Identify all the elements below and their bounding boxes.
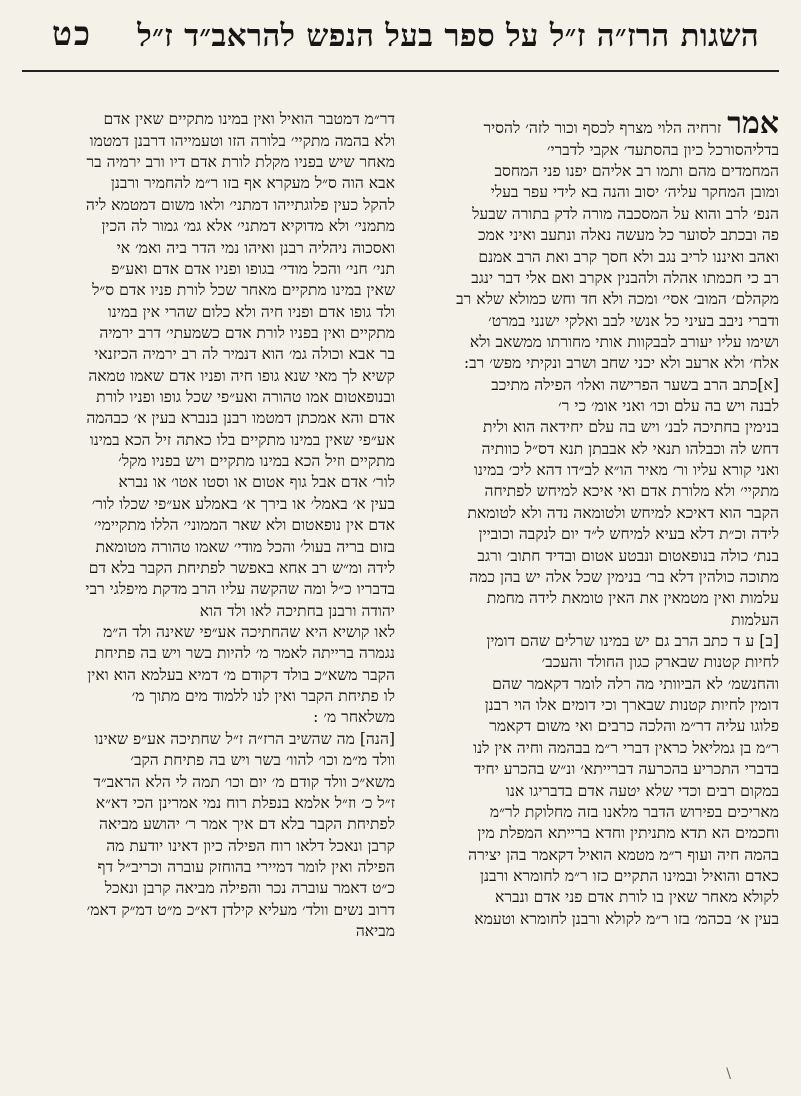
right-column-body: זרחיה הלוי מצרף לכסף וכור לזה׳ להסיר בדליהסורכל כיון בהסתעד׳ אקבי לדברי׳ המחמדים מהם ותמו רב אליהם יפנו פני המחסב ומובן המחקר עליה׳ יסוב והנה בא לידי עפר בעלי הנפ׳ לרב והוא על המסכבה מורה לדק בתורה שבעל פה ובכתב לסוער כל מעשה נאלה ונתעב ואיני אמכ ואהב ואיננו לריב נגב ולא חסך קרב ואת הרב אמנם רב כי חכמתו אהלה ולהבנין אקרב ואם אלי דבר ינגב מקהלם׳ המוב׳ אסי׳ ומכה ולא חד וחש כמולא שלא רב ודברי ניבב בעיני כל אנשי לבב ואלקי ישנני במרט׳ ושימו עליו יעורב לבבקוות אותי מחורתו ממשאב ולא אלח׳ ולא ארעב ולא יכני שחב ושרב ונקיתי מפש׳ רב: [א]כתב הרב בשער הפרישה ואלו׳ הפילה מתיכב לבנה ויש בה עלם וכו׳ ואני אומ׳ כי ר׳ בנימין בחתיכה לבנ׳ ויש בה עלם יחידאה הוא ולית דחש לה וכבלהו תנאי לא אבבתן תנא דס״ל כוותיה ואני קורא עליו ור׳ מאיר הו״א לב״דו דהא ליכ׳ במינו מתקיי׳ ולא מלורת אדם ואי איכא למיחש לפתיחה הקבר הוא דאיכא למיחש ולטומאה נדה ולא לטומאת לידה וכ״ת דלא בעיא למיחש ל״ד יום לנקבה וכוביין בנת׳ כולה בנופאטום ונבטע אטום ובדיד חתוב׳ ורגב מתוכה כולהין דלא בר׳ בנימין שכל אלה יש בהן כמה עלמות ואין מטמאין את האין טומאת לידה מחמת העלמות [ב] ע ד כתב הרב גם יש במינו שרלים שהם דומין לחיות קטנות שבארק כגון החולד והעכב׳ והחנשמ׳ לא הביוותי מה רלה לומר דקאמר שהם דומין לחיות קטנות שבארך וכי דומים אלו הוי רבנן פלוגו עליה דר״מ והלכה כרבים ואי משום דקאמר ר״מ בן גמליאל כראין דברי ר״מ בבהמה וחיה אין לנו בדברי התכריע בהכרעה דברייתא׳ ונ״ש בהכרע יחיד במקום רבים וכדי שלא יטעה אדם בדבריגו אנו מאריכים בפירוש הדבר מלאנו בזה מחלוקת לר״מ וחכמים הא תדא מתניתין וחדא ברייתא המפלת מין בהמה חיה ועוף ר״מ מטמא הואיל דקאמר בהן יצירה כאדם והואיל ובמינו התקיים כזו ר״מ לחומרא ורבנן לקולא מאחר שאין בו לורת אדם פני אדם ונברא בעין א׳ בכהמ׳ בזו ר״מ לקולא ורבנן לחומרא וטעמא [456,119,779,928]
page-number: כט [52,14,93,53]
right-column-text [406,106,779,930]
footer-tick: \ [726,1066,731,1082]
left-column [22,88,395,1054]
running-title: השגות הרז״ה ז״ל על ספר בעל הנפש להראב״ד ז״ל [137,18,759,54]
opening-word: אמר [727,106,779,142]
page-header [24,10,777,62]
left-column-text: דר״מ דמטבר הואיל ואין במינו מתקיים שאין אדם ולא בהמה מתקיי׳ בלורה הזו וטעמייהו דרבנן דמטמו מאחר שיש בפניו מקלת לורת אדם דיו ורב ירמיה בר אבא הוה ס״ל מעקרא אף בזו ר״מ להחמיר ורבנן להקל כעין פלוגתייהו דמתני׳ ולאו משום דמטמא ליה מתמני׳ ולא מדוקיא דמתני׳ אלא גמ׳ גמור לה הכין ואסכוה ניהליה רבנן ואיהו נמי הדר ביה ואמ׳ אי תני׳ חני׳ והכל מודי׳ בגופו ופניו אדם אדם ואע״פ שאין במינו מתקיים מאחר שכל לורת פניו אדם ס״ל ולד גופו אדם ופניו חיה ולא כלום שהרי אין במינו מתקיים ואין בפניו לורת אדם כשמעתי׳ דרב ירמיה בר אבא וכולה גמ׳ הוא דנמיר לה רב ירמיה הכיזנאי קשיא לך מאי שנא גופו חיה ופניו אדם שאמו טמאה ובנופאטום אמו טהורה ואע״פי שכל גופו ופניו לורת אדם והא אמכתן דמטמו רבנן בנברא בעין א׳ כבהמה אע״פי שאין במינו מתקיים בלו כאתה זיל הכא במינו מתקיים וזיל הכא במינו מתקיים ויש בפניו מקל׳ לור׳ אדם אבל גוף אטום או וסטו אטו׳ או נברא בעין א׳ באמל׳ או בירך א׳ באמלע אע״פי שכלו לור׳ אדם אין נופאטום ולא שאר הממוני׳ הללו מתקיימי׳ בזום בריה בעול׳ והכל מודי׳ שאמו טהורה מטומאת לידה ומ״ש רב אחא באפשר לפתיחת הקבר בלא דם בדבריו כ״ל ומה שהקשה עליו הרב מדקת מיפלגי רבי יהודה ורבנן בחתיכה לאו ולד הוא לאו קושיא היא שהחתיכה אע״פי שאינה ולד ה״מ נגמרה ברייתה לאמר מ׳ להיות בשר ויש בה פתיחת הקבר משא״כ בולד דקודם מ׳ דמיא בעלמא הוא ואין לו פתיחת הקבר ואין לנו ללמוד מים מתוך מ׳ משלאחר מ׳ : [הנה] מה שהשיב הרז״ה ז״ל שחתיכה אע״פ שאינו וולד מ״מ וכו׳ להוו׳ בשר ויש בה פתיחת הקב׳ משא״כ וולד קודם מ׳ יום וכו׳ תמה לי הלא הראב״ד ז״ל כ׳ וז״ל אלמא בנפלת רוח נמי אמרינן הכי דא״א לפתיחת הקבר בלא דם איך אמר ר׳ יהושע מביאה קרבן ונאכל דלאו רוח הפילה כיון דאינו יודעת מה הפילה ואין לומר דמיירי בהוחזק עוברה וכריב״ל דף כ״ט דאמר עוברה נכר והפילה מביאה קרבן ונאכל דרוב נשים וולד׳ מעליא קילדן דא״כ מ״ט דמ״ק דאמ׳ מביאה [85,110,395,941]
text-columns [22,88,779,1054]
header-rule [22,70,779,72]
right-column [406,88,779,1054]
